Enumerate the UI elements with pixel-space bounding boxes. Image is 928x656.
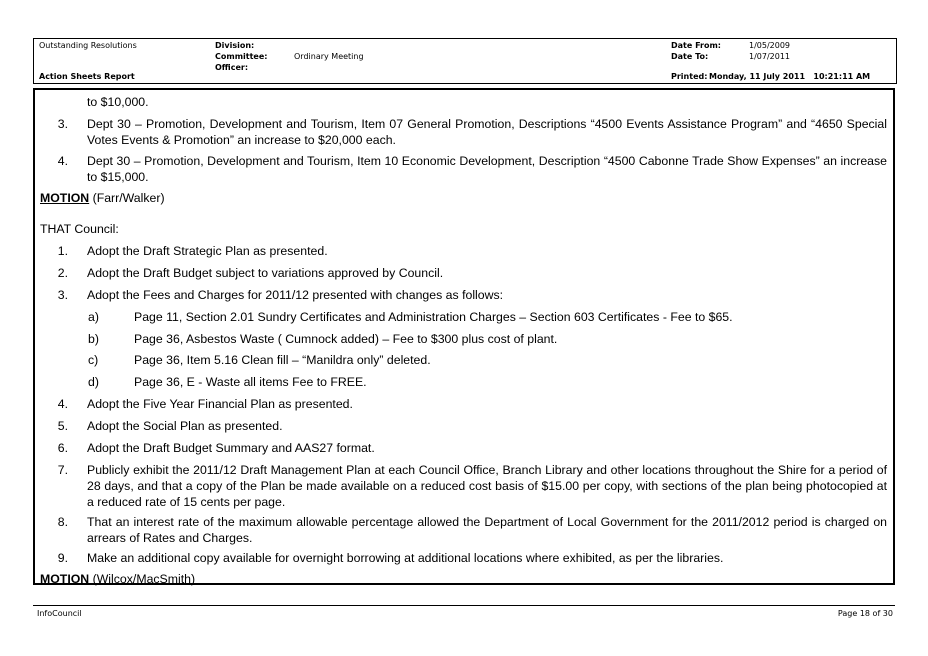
list-item: Adopt the Five Year Financial Plan as presented. [87,397,353,411]
date-from-value: 1/05/2009 [749,41,791,50]
footer-page-number: Page 18 of 30 [837,609,893,618]
list-item: Dept 30 – Promotion, Development and Tourism, Item 07 General Promotion, Descriptions “4500 Events Assistance Program” and “4650 Special Votes Events & Promotion” an increase to $20,000 each. [87,117,887,147]
sub-item: Page 36, Asbestos Waste ( Cumnock added) – Fee to $300 plus cost of plant. [134,332,558,346]
list-number: 4. [57,397,68,411]
printed-label: Printed: [671,72,708,81]
list-number: 8. [57,515,68,529]
list-number: 1. [57,244,68,258]
list-number: 5. [57,419,68,433]
motion-movers: (Wilcox/MacSmith) [89,572,196,586]
list-item: Adopt the Fees and Charges for 2011/12 presented with changes as follows: [87,288,504,302]
continuation-text: to $10,000. [87,95,149,109]
sub-item-letter: b) [88,332,99,346]
date-to-value: 1/07/2011 [749,52,791,61]
list-number: 2. [57,266,68,280]
sub-item-letter: a) [88,310,99,324]
motion-movers: (Farr/Walker) [89,191,165,205]
list-number: 9. [57,551,68,565]
sub-item: Page 11, Section 2.01 Sundry Certificates and Administration Charges – Section 603 Certificates - Fee to $65. [134,310,733,324]
list-item: Adopt the Draft Budget subject to variations approved by Council. [87,266,444,280]
resolution-body [33,88,895,585]
report-name: Outstanding Resolutions [39,41,137,50]
sub-item-letter: d) [88,375,99,389]
list-item: Dept 30 – Promotion, Development and Tourism, Item 10 Economic Development, Description “4500 Cabonne Trade Show Expenses” an increase to $15,000. [87,154,887,184]
motion-label: MOTION [40,191,90,205]
sub-item: Page 36, Item 5.16 Clean fill – “Manildra only” deleted. [134,353,431,367]
committee-value: Ordinary Meeting [294,52,364,61]
list-number: 3. [57,288,68,302]
sub-item-letter: c) [88,353,99,367]
list-number: 6. [57,441,68,455]
footer-app-name: InfoCouncil [37,609,82,618]
that-council: THAT Council: [40,222,119,236]
officer-label: Officer: [215,63,249,72]
list-item: That an interest rate of the maximum allowable percentage allowed the Department of Local Government for the 2011/2012 period is charged on arrears of Rates and Charges. [87,515,887,545]
list-number: 7. [57,463,68,477]
committee-label: Committee: [215,52,268,61]
sub-item: Page 36, E - Waste all items Fee to FREE. [134,375,367,389]
list-number: 3. [57,117,68,131]
motion-label: MOTION [40,572,90,586]
motion-heading [40,190,165,206]
list-item: Adopt the Draft Strategic Plan as presented. [87,244,328,258]
footer-divider [33,605,895,606]
report-header [33,38,897,84]
division-label: Division: [215,41,255,50]
list-item: Adopt the Social Plan as presented. [87,419,283,433]
report-type: Action Sheets Report [39,72,135,81]
list-item: Make an additional copy available for overnight borrowing at additional locations where exhibited, as per the libraries. [87,551,724,565]
date-from-label: Date From: [671,41,722,50]
motion-heading [40,571,195,587]
list-number: 4. [57,154,68,168]
list-item: Adopt the Draft Budget Summary and AAS27 format. [87,441,375,455]
printed-value: Monday, 11 July 2011 10:21:11 AM [709,72,871,81]
list-item: Publicly exhibit the 2011/12 Draft Management Plan at each Council Office, Branch Library and other locations throughout the Shire for a period of 28 days, and that a copy of the Plan be made available on a reduced cost basis of $15.00 per copy, with sections of the plan being photocopied at a reduced rate of 15 cents per page. [87,463,887,509]
date-to-label: Date To: [671,52,709,61]
